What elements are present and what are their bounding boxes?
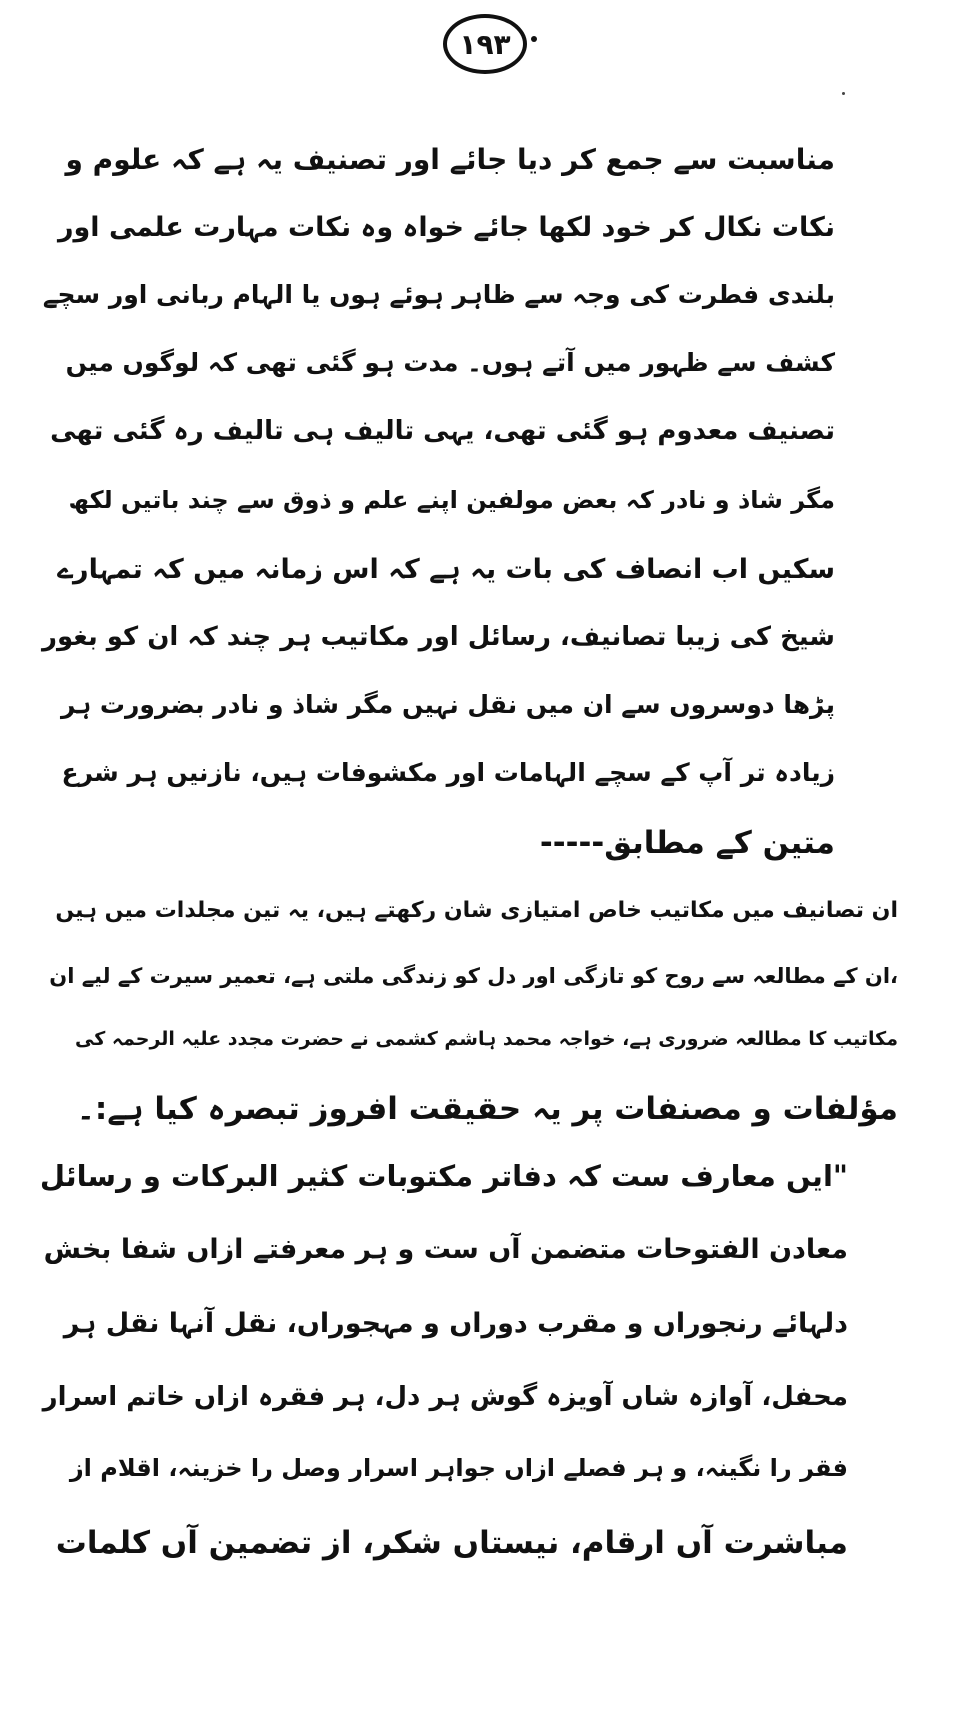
- text-line: متین کے مطابق-----: [539, 825, 835, 861]
- text-line: پڑھا دوسروں سے ان میں نقل نہیں مگر شاذ و نادر بضرورت ہر: [61, 690, 835, 719]
- text-line: مؤلفات و مصنفات پر یہ حقیقت افروز تبصرہ کیا ہے:۔: [76, 1091, 898, 1127]
- text-line: ،ان کے مطالعہ سے روح کو تازگی اور دل کو زندگی ملتی ہے، تعمیر سیرت کے لیے ان: [49, 964, 898, 988]
- text-line: زیادہ تر آپ کے سچے الہامات اور مکشوفات ہیں، نازنیں ہر شرع: [61, 758, 835, 787]
- text-line: شیخ کی زیبا تصانیف، رسائل اور مکاتیب ہر چند کہ ان کو بغور: [42, 622, 835, 652]
- text-line: "ایں معارف ست کہ دفاتر مکتوبات کثیر البرکات و رسائل: [39, 1159, 848, 1193]
- text-line: معادن الفتوحات متضمن آں ست و ہر معرفتے ازاں شفا بخش: [43, 1234, 848, 1265]
- text-line: دلہائے رنجوراں و مقرب دوراں و مہجوراں، نقل آنہا نقل ہر: [63, 1308, 848, 1339]
- text-line: فقر را نگینہ، و ہر فصلے ازاں جواہر اسرار وصل را خزینہ، اقلام از: [69, 1454, 848, 1482]
- page-number-badge: [443, 14, 527, 74]
- text-line: مناسبت سے جمع کر دیا جائے اور تصنیف یہ ہے کہ علوم و: [65, 143, 835, 176]
- text-line: کشف سے ظہور میں آتے ہوں۔ مدت ہو گئی تھی کہ لوگوں میں: [65, 348, 835, 377]
- text-line: مکاتیب کا مطالعہ ضروری ہے، خواجہ محمد ہاشم کشمی نے حضرت مجدد علیہ الرحمہ کی: [75, 1028, 898, 1050]
- page-number-text: ۱۹۳: [459, 27, 511, 61]
- text-line: مباشرت آں ارقام، نیستاں شکر، از تضمین آں کلمات: [55, 1525, 848, 1561]
- text-line: بلندی فطرت کی وجہ سے ظاہر ہوئے ہوں یا الہام ربانی اور سچے: [42, 280, 835, 309]
- text-line: تصنیف معدوم ہو گئی تھی، یہی تالیف ہی تالیف رہ گئی تھی: [50, 416, 835, 446]
- text-line: محفل، آوازہ شاں آویزہ گوش ہر دل، ہر فقرہ ازاں خاتم اسرار: [42, 1382, 848, 1412]
- scan-speck: [842, 92, 845, 95]
- text-line: سکیں اب انصاف کی بات یہ ہے کہ اس زمانہ میں کہ تمہارے: [57, 554, 835, 585]
- text-line: ان تصانیف میں مکاتیب خاص امتیازی شان رکھتے ہیں، یہ تین مجلدات میں ہیں: [55, 898, 898, 923]
- text-line: نکات نکال کر خود لکھا جائے خواہ وہ نکات مہارت علمی اور: [57, 212, 835, 243]
- text-line: مگر شاذ و نادر کہ بعض مولفین اپنے علم و ذوق سے چند باتیں لکھ: [68, 486, 835, 514]
